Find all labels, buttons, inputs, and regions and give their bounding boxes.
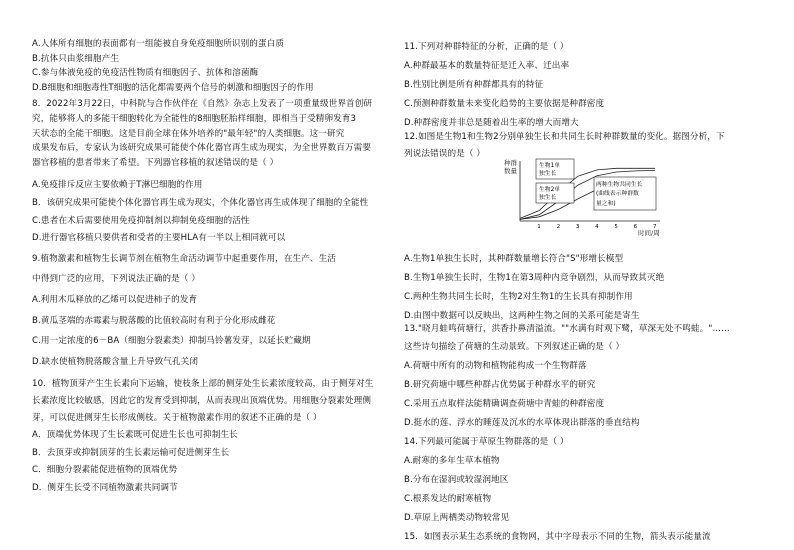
y-axis-label-top: 种群: [504, 159, 517, 167]
right-line: 15．如图表示某生态系统的食物网，其中字母表示不同的生物，箭头表示能量流: [404, 532, 711, 542]
left-line: 成果发布后，专家认为该研究成果可能使个体化器官再生成为现实，为全世界数百万需要: [32, 143, 372, 154]
left-line: C.用一定浓度的6－BA（细胞分裂素类）抑制马铃薯发芽，以延长贮藏期: [32, 336, 311, 347]
left-line: D.B细胞和细胞毒性T细胞的活化都需要两个信号的刺激和细胞因子的作用: [32, 82, 314, 93]
annotation-label: 量之和): [596, 201, 616, 207]
right-line: 12.如图是生物1和生物2分别单独生长和共同生长时种群数量的变化。据图分析，下: [404, 132, 725, 142]
left-line: 8．2022年3月22日，中科院与合作伙伴在《自然》杂志上发表了一项重量级世界首创研: [32, 99, 373, 110]
right-line: D.草原上两栖类动物较常见: [404, 513, 510, 523]
left-line: B.抗体只由浆细胞产生: [32, 53, 120, 64]
x-tick-label: 6: [633, 224, 638, 230]
right-line: D.挺水的莲、浮水的睡莲及沉水的水草体现出群落的垂直结构: [404, 418, 640, 428]
right-line: 列说法错误的是（ ）: [404, 149, 486, 159]
annotation-label: (曲线表示种群数: [596, 191, 639, 197]
y-axis-label-bottom: 数量: [504, 167, 517, 175]
left-line: A.利用木瓜释放的乙烯可以促进柿子的发育: [32, 295, 198, 305]
left-line: 长素浓度比较敏感，因此它的发育受到抑制，从而表现出顶端优势。用细胞分裂素处理侧: [32, 396, 372, 406]
left-line: B．去顶芽或抑制顶芽的生长素运输可促进侧芽生长: [32, 447, 230, 458]
left-line: B．该研究成果可能使个体化器官再生成为现实，个体化器官再生成体现了细胞的全能性: [32, 198, 369, 208]
right-line: 14.下列最可能属于草原生物群落的是（ ）: [404, 437, 569, 447]
left-line: D.缺水使植物脱落酸含量上升导致气孔关闭: [32, 356, 199, 367]
right-line: D.由图中数据可以反映出，这两种生物之间的关系可能是寄生: [404, 311, 640, 321]
x-tick-label: 4: [595, 224, 599, 230]
right-line: 11.下列对种群特征的分析，正确的是（ ）: [404, 42, 569, 52]
right-line: C.两种生物共同生长时，生物2对生物1的生长具有抑制作用: [404, 292, 633, 302]
left-line: C.患者在术后需要使用免疫抑制剂以抑制免疫细胞的活性: [32, 215, 250, 226]
left-line: C．细胞分裂素能促进植物的顶端优势: [32, 465, 178, 476]
x-tick-label: 1: [537, 224, 541, 230]
right-line: B.研究荷塘中哪些种群占优势属于种群水平的研究: [404, 380, 596, 390]
right-line: 13."晓月蛙鸣荷塘行，洪香扑鼻清溢流。""水满有时观下鹭，草深无处不鸣蛙。"……: [404, 324, 730, 334]
left-line: A.人体所有细胞的表面都有一组能被自身免疫细胞所识别的蛋白质: [32, 39, 285, 49]
left-line: 中得到广泛的应用，下列说法正确的是（ ）: [32, 274, 201, 285]
right-line: A.种群最基本的数量特征是迁入率、迁出率: [404, 61, 570, 71]
left-line: 究，能够将人的多能干细胞转化为全能性的8细胞胚胎样细胞，即相当于受精卵发育3: [32, 114, 357, 124]
left-line: 天状态的全能干细胞。这是目前全球在体外培养的"最年轻"的人类细胞。这一研究: [32, 128, 345, 139]
left-line: 9.植物激素和植物生长调节剂在植物生命活动调节中起重要作用，在生产、生活: [32, 253, 336, 264]
left-line: A.免疫排斥反应主要依赖于T淋巴细胞的作用: [32, 180, 203, 191]
left-line: 10．植物顶芽产生生长素向下运输，使枝条上部的侧芽处生长素浓度较高，由于侧芽对生: [32, 379, 374, 390]
right-line: 这些诗句描绘了荷塘的生动景致。下列叙述正确的是（ ）: [404, 342, 625, 352]
left-line: D．侧芽生长受不同植物激素共同调节: [32, 483, 178, 493]
annotation-label: 两种生物共同生长: [596, 182, 643, 188]
right-line: C.预测种群数量未来变化趋势的主要依据是种群密度: [404, 99, 605, 109]
right-line: B.生物1单独生长时，生物1在第3周种内竞争剧烈，从而导致其灭绝: [404, 273, 665, 283]
right-line: C.采用五点取样法能精确调查荷塘中青蛙的种群密度: [404, 399, 605, 409]
left-line: B.黄瓜茎端的赤霉素与脱落酸的比值较高时有利于分化形成雌花: [32, 315, 276, 326]
x-tick-label: 7: [653, 224, 657, 230]
right-line: A.荷塘中所有的动物和植物能构成一个生物群落: [404, 361, 587, 371]
x-tick-label: 5: [614, 224, 618, 230]
right-line: B.分布在湿润或较湿润地区: [404, 475, 509, 485]
right-line: A.耐寒的多年生草本植物: [404, 456, 500, 466]
left-line: 器官移植的患者带来了希望。下列器官移植的叙述错误的是（ ）: [32, 157, 279, 168]
annotation-label: 生物1单: [539, 163, 561, 169]
left-line: 芽，可以促进侧芽生长形成侧枝。关于植物激素作用的叙述不正确的是（ ）: [32, 412, 322, 423]
x-tick-label: 3: [575, 224, 580, 230]
population-chart: [490, 155, 720, 237]
right-line: D.种群密度并非总是随着出生率的增大而增大: [404, 118, 579, 128]
annotations: [536, 159, 656, 210]
x-tick-label: 2: [556, 224, 561, 230]
right-line: A.生物1单独生长时，其种群数量增长符合"S"形增长模型: [404, 254, 624, 264]
left-line: C.参与体液免疫的免疫活性物质有细胞因子、抗体和溶菌酶: [32, 68, 259, 79]
annotation-label: 独生长: [539, 171, 557, 177]
x-axis-label: 时间/周: [638, 229, 660, 237]
left-line: D.进行器官移植只要供者和受者的主要HLA有一半以上相同就可以: [32, 233, 286, 244]
right-line: C.根系发达的耐寒植物: [404, 494, 492, 504]
right-line: B.性别比例是所有种群都具有的特征: [404, 80, 544, 90]
annotation-label: 独生长: [539, 195, 557, 201]
annotation-label: 生物2单: [539, 187, 561, 193]
left-line: A．顶端优势体现了生长素既可促进生长也可抑制生长: [32, 430, 238, 441]
